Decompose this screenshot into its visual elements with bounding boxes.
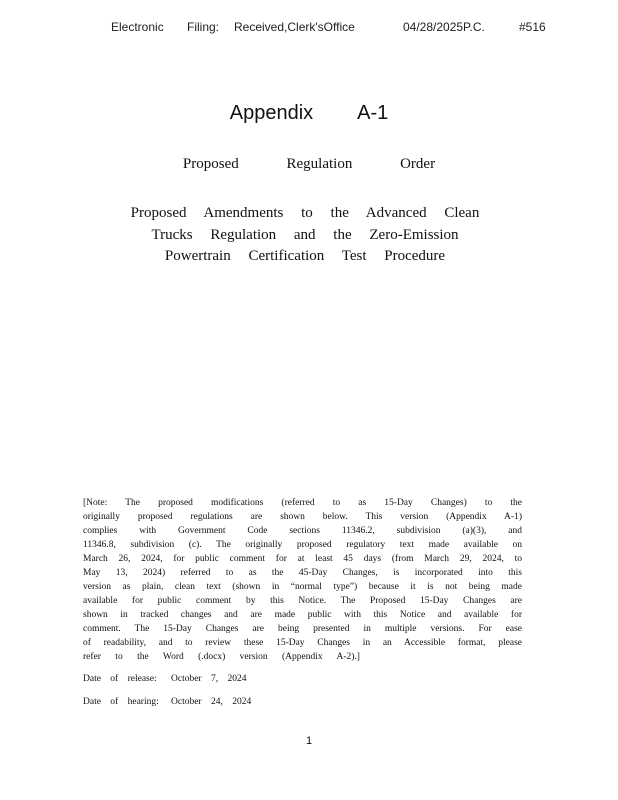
note-paragraph bbox=[83, 496, 522, 664]
appendix-word: Appendix bbox=[229, 102, 314, 124]
note-line: [Note: The proposed modifications (referred to as 15-Day Changes) to the bbox=[83, 498, 522, 508]
header-number: #516 bbox=[519, 20, 546, 34]
appendix-id: A-1 bbox=[357, 102, 389, 124]
note-line: March 26, 2024, for public comment for at least 45 days (from March 29, 2024, to bbox=[83, 554, 522, 564]
note-line: originally proposed regulations are shown below. This version (Appendix A-1) bbox=[83, 512, 522, 522]
title-line: Proposed Amendments to the Advanced Clean bbox=[130, 205, 480, 221]
release-date-value: October 7, 2024 bbox=[171, 674, 247, 684]
note-line: version as plain, clean text (shown in “normal type”) because it is not being made bbox=[83, 582, 522, 592]
release-date-label: Date of release: bbox=[83, 674, 157, 684]
appendix-heading bbox=[0, 102, 618, 125]
hearing-date-value: October 24, 2024 bbox=[171, 697, 252, 707]
title-line: Powertrain Certification Test Procedure bbox=[164, 248, 446, 264]
hearing-date bbox=[83, 697, 383, 707]
note-line: comment. The 15-Day Changes are being presented in multiple versions. For ease bbox=[83, 624, 522, 634]
document-subtitle: Proposed Regulation Order bbox=[182, 156, 436, 172]
header-received: Received,Clerk'sOffice bbox=[234, 20, 355, 34]
note-line: complies with Government Code sections 11346.2, subdivision (a)(3), and bbox=[83, 526, 522, 536]
note-line: May 13, 2024) referred to as the 45-Day Changes, is incorporated into this bbox=[83, 568, 522, 578]
note-line: refer to the Word (.docx) version (Appendix A-2).] bbox=[83, 652, 360, 662]
page-number: 1 bbox=[305, 735, 313, 747]
note-line: available for public comment by this Notice. The Proposed 15-Day Changes are bbox=[83, 596, 522, 606]
note-line: shown in tracked changes and are made public with this Notice and available for bbox=[83, 610, 522, 620]
header-filing: Filing: bbox=[187, 20, 220, 34]
header-date: 04/28/2025P.C. bbox=[403, 20, 485, 34]
release-date bbox=[83, 674, 383, 684]
header-electronic: Electronic bbox=[111, 20, 164, 34]
hearing-date-label: Date of hearing: bbox=[83, 697, 159, 707]
note-line: of readability, and to review these 15-Day Changes in an Accessible format, please bbox=[83, 638, 522, 648]
document-title bbox=[110, 203, 500, 268]
note-line: 11346.8, subdivision (c). The originally proposed regulatory text made available on bbox=[83, 540, 522, 550]
filing-header bbox=[0, 20, 618, 38]
title-line: Trucks Regulation and the Zero-Emission bbox=[151, 226, 459, 243]
